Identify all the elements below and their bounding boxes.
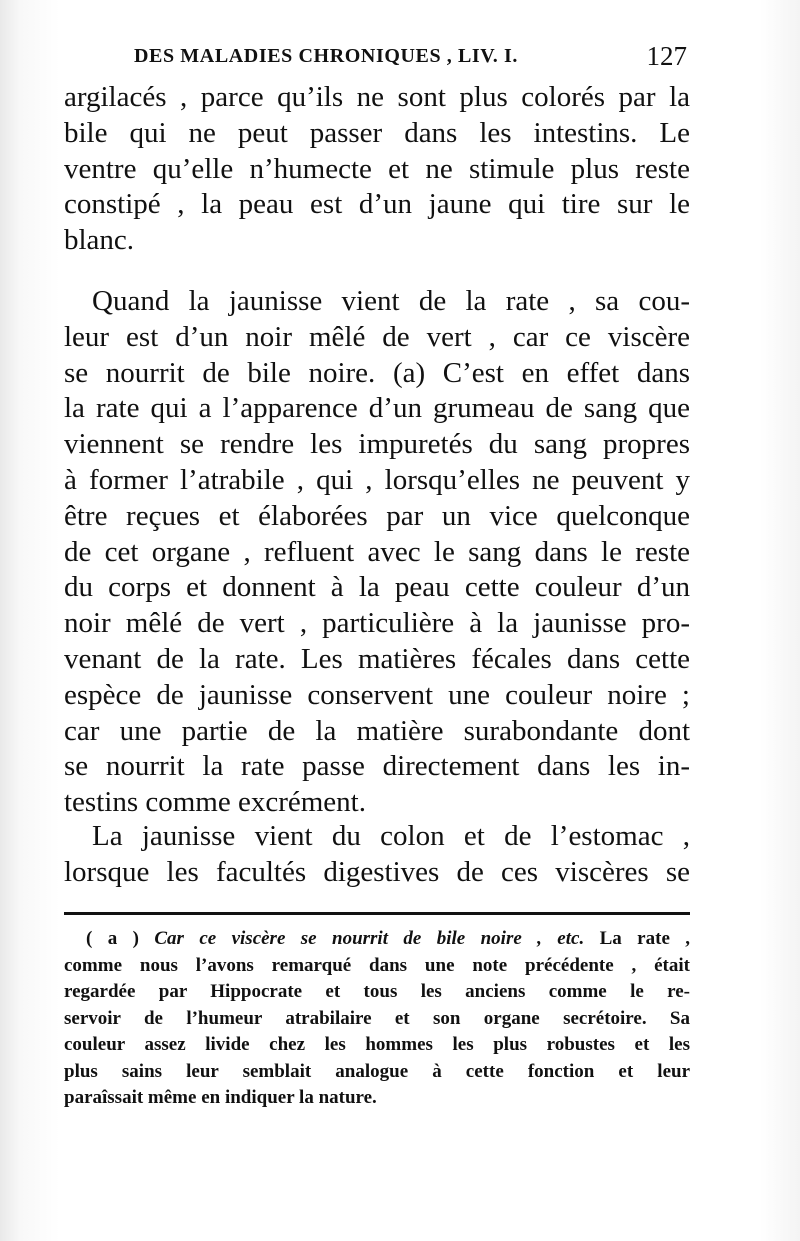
text-line: La jaunisse vient du colon et de l’estomac ,: [92, 820, 690, 852]
page-number: 127: [646, 41, 687, 71]
paragraph-2: [64, 284, 690, 821]
footnote-line1-rest: La rate ,: [599, 928, 690, 949]
text-line: se nourrit de bile noire. (a) C’est en effet dans: [64, 356, 690, 389]
text-line: constipé , la peau est d’un jaune qui tire sur le: [64, 188, 690, 221]
footnote-line: plus sains leur semblait analogue à cette fonction et leur: [64, 1060, 690, 1082]
text-line: blanc.: [64, 224, 135, 257]
paragraph-3: [64, 819, 690, 891]
text-line: lorsque les facultés digestives de ces viscères se: [64, 855, 690, 888]
footnote-line: comme nous l’avons remarqué dans une note précédente , était: [64, 954, 690, 976]
footnote-separator: [64, 912, 690, 915]
footnote-line: regardée par Hippocrate et tous les anciens comme le re-: [64, 981, 690, 1002]
footnote-italic-lead: Car ce viscère se nourrit de bile noire , etc.: [154, 928, 585, 949]
page-header: [134, 39, 687, 73]
text-line: leur est d’un noir mêlé de vert , car ce viscère: [64, 320, 690, 353]
text-line: la rate qui a l’apparence d’un grumeau de sang que: [64, 392, 690, 425]
text-line: se nourrit la rate passe directement dans les in-: [64, 750, 690, 783]
text-line: testins comme excrément.: [64, 786, 366, 819]
footnote-first-line: [64, 926, 690, 953]
footnote: [64, 926, 690, 1112]
text-line: viennent se rendre les impuretés du sang propres: [64, 428, 690, 461]
text-line: Quand la jaunisse vient de la rate , sa cou-: [92, 285, 690, 317]
footnote-marker: ( a ): [86, 928, 139, 949]
text-line: argilacés , parce qu’ils ne sont plus colorés par la: [64, 81, 690, 113]
text-line: venant de la rate. Les matières fécales dans cette: [64, 642, 690, 675]
paragraph-1: [64, 80, 690, 259]
footnote-line: paraîssait même en indiquer la nature.: [64, 1087, 377, 1108]
running-title: DES MALADIES CHRONIQUES , LIV. I.: [134, 45, 518, 67]
text-line: être reçues et élaborées par un vice quelconque: [64, 499, 690, 532]
footnote-line: servoir de l’humeur atrabilaire et son organe secrétoire. Sa: [64, 1007, 690, 1029]
text-line: du corps et donnent à la peau cette couleur d’un: [64, 571, 690, 604]
text-line: bile qui ne peut passer dans les intestins. Le: [64, 116, 690, 149]
text-line: noir mêlé de vert , particulière à la jaunisse pro-: [64, 607, 690, 640]
text-line: car une partie de la matière surabondante dont: [64, 714, 690, 747]
text-line: à former l’atrabile , qui , lorsqu’elles ne peuvent y: [64, 463, 690, 496]
text-line: espèce de jaunisse conservent une couleur noire ;: [64, 678, 690, 711]
footnote-line: couleur assez livide chez les hommes les plus robustes et les: [64, 1034, 690, 1055]
text-line: ventre qu’elle n’humecte et ne stimule plus reste: [64, 152, 690, 185]
text-line: de cet organe , refluent avec le sang dans le reste: [64, 535, 690, 568]
